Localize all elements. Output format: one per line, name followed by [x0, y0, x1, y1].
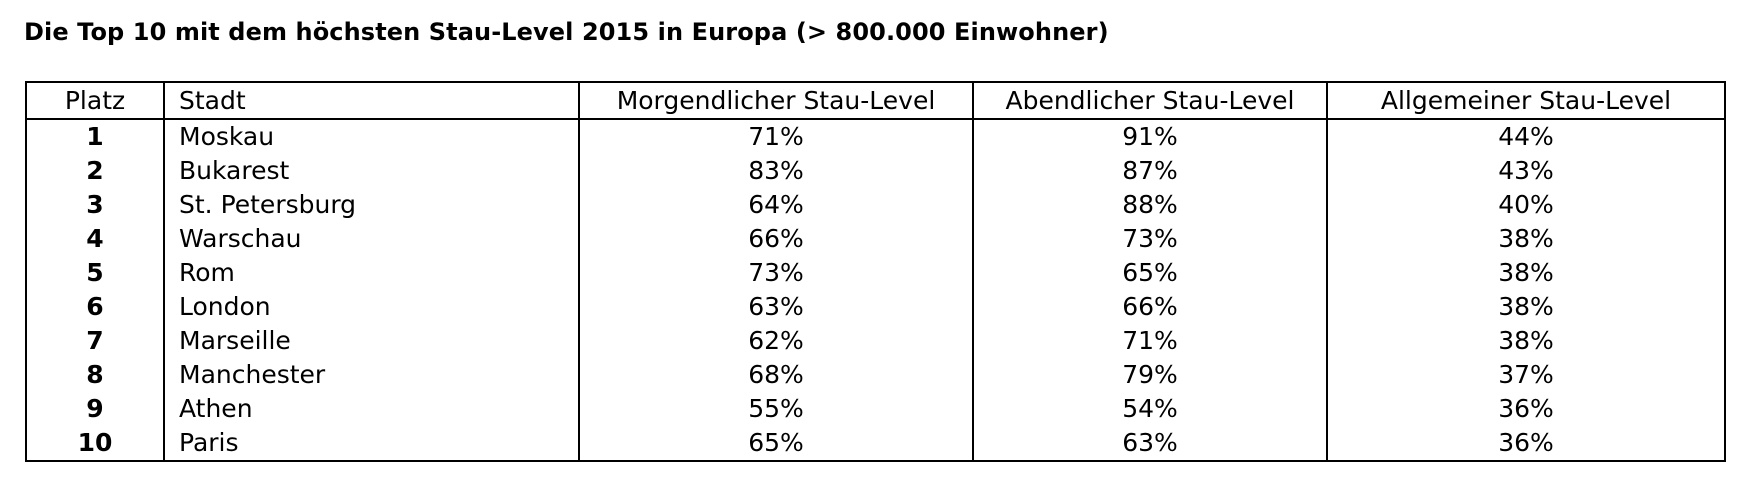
- column-header-stadt: Stadt: [164, 82, 579, 119]
- table-row: [26, 392, 1725, 426]
- cell-city: London: [164, 290, 579, 324]
- table-body: [26, 119, 1725, 461]
- cell-rank: 3: [26, 188, 164, 222]
- cell-city: Bukarest: [164, 154, 579, 188]
- cell-evening-level: 54%: [973, 392, 1327, 426]
- cell-overall-level: 38%: [1327, 290, 1725, 324]
- cell-morning-level: 63%: [579, 290, 973, 324]
- table-row: [26, 154, 1725, 188]
- cell-overall-level: 38%: [1327, 256, 1725, 290]
- cell-rank: 2: [26, 154, 164, 188]
- congestion-table: [25, 81, 1726, 462]
- cell-morning-level: 66%: [579, 222, 973, 256]
- cell-city: St. Petersburg: [164, 188, 579, 222]
- cell-rank: 5: [26, 256, 164, 290]
- cell-evening-level: 79%: [973, 358, 1327, 392]
- cell-rank: 6: [26, 290, 164, 324]
- table-title: Die Top 10 mit dem höchsten Stau-Level 2015 in Europa (> 800.000 Einwohner): [24, 18, 1109, 46]
- column-header-platz: Platz: [26, 82, 164, 119]
- cell-evening-level: 66%: [973, 290, 1327, 324]
- cell-evening-level: 65%: [973, 256, 1327, 290]
- table-row: [26, 256, 1725, 290]
- header-row: [26, 82, 1725, 119]
- cell-evening-level: 87%: [973, 154, 1327, 188]
- cell-overall-level: 36%: [1327, 392, 1725, 426]
- column-header-evening-level: Abendlicher Stau-Level: [973, 82, 1327, 119]
- cell-overall-level: 43%: [1327, 154, 1725, 188]
- cell-morning-level: 65%: [579, 426, 973, 461]
- cell-city: Warschau: [164, 222, 579, 256]
- cell-morning-level: 55%: [579, 392, 973, 426]
- cell-overall-level: 38%: [1327, 222, 1725, 256]
- table-row: [26, 119, 1725, 154]
- cell-city: Moskau: [164, 119, 579, 154]
- table-row: [26, 290, 1725, 324]
- cell-overall-level: 36%: [1327, 426, 1725, 461]
- cell-rank: 4: [26, 222, 164, 256]
- cell-city: Manchester: [164, 358, 579, 392]
- cell-evening-level: 73%: [973, 222, 1327, 256]
- cell-city: Paris: [164, 426, 579, 461]
- cell-city: Athen: [164, 392, 579, 426]
- table-row: [26, 188, 1725, 222]
- cell-city: Rom: [164, 256, 579, 290]
- table-row: [26, 222, 1725, 256]
- cell-rank: 1: [26, 119, 164, 154]
- cell-morning-level: 73%: [579, 256, 973, 290]
- cell-rank: 8: [26, 358, 164, 392]
- cell-evening-level: 91%: [973, 119, 1327, 154]
- cell-overall-level: 37%: [1327, 358, 1725, 392]
- cell-overall-level: 44%: [1327, 119, 1725, 154]
- cell-evening-level: 88%: [973, 188, 1327, 222]
- cell-rank: 7: [26, 324, 164, 358]
- cell-morning-level: 68%: [579, 358, 973, 392]
- cell-rank: 10: [26, 426, 164, 461]
- cell-evening-level: 71%: [973, 324, 1327, 358]
- cell-rank: 9: [26, 392, 164, 426]
- cell-morning-level: 83%: [579, 154, 973, 188]
- cell-morning-level: 71%: [579, 119, 973, 154]
- cell-morning-level: 62%: [579, 324, 973, 358]
- cell-evening-level: 63%: [973, 426, 1327, 461]
- table-row: [26, 358, 1725, 392]
- table-row: [26, 324, 1725, 358]
- cell-overall-level: 38%: [1327, 324, 1725, 358]
- cell-city: Marseille: [164, 324, 579, 358]
- table-header: [26, 82, 1725, 119]
- cell-morning-level: 64%: [579, 188, 973, 222]
- table-row: [26, 426, 1725, 461]
- cell-overall-level: 40%: [1327, 188, 1725, 222]
- column-header-overall-level: Allgemeiner Stau-Level: [1327, 82, 1725, 119]
- column-header-morning-level: Morgendlicher Stau-Level: [579, 82, 973, 119]
